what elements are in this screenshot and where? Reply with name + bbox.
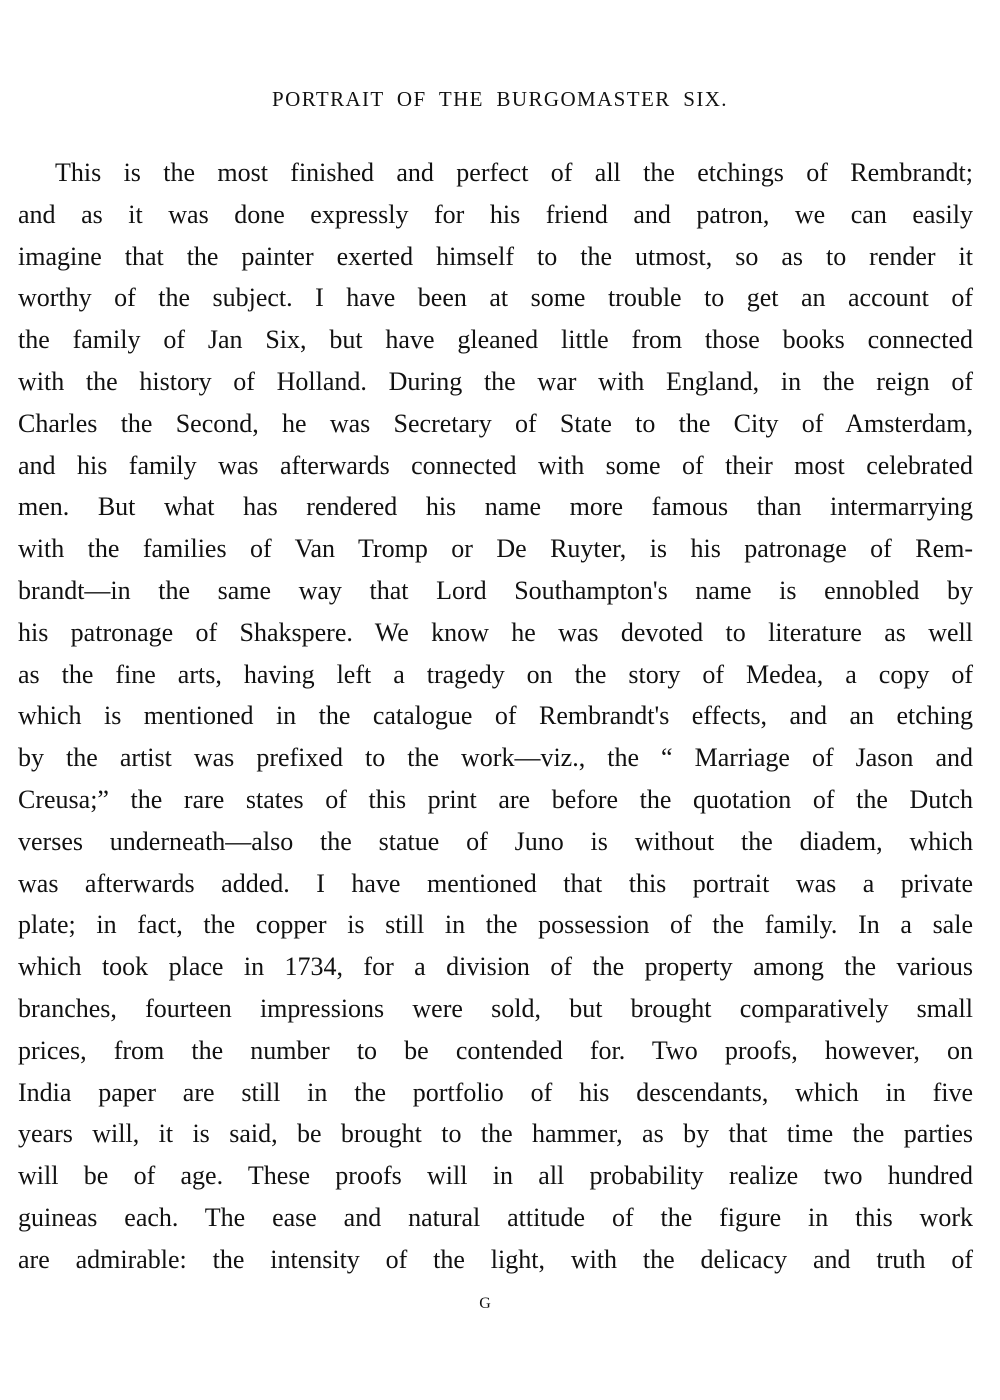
text-line: This is the most finished and perfect of all the etchings of Rembrandt; [55, 158, 973, 187]
text-line: which took place in 1734, for a division of the property among the various [18, 952, 973, 982]
page-heading: PORTRAIT OF THE BURGOMASTER SIX. [272, 87, 728, 111]
body-paragraph [18, 152, 973, 1281]
text-line: men. But what has rendered his name more famous than intermarrying [18, 492, 973, 522]
text-line: imagine that the painter exerted himself to the utmost, so as to render it [18, 241, 973, 271]
text-line: as the fine arts, having left a tragedy on the story of Medea, a copy of [18, 659, 973, 689]
text-line: plate; in fact, the copper is still in the possession of the family. In a sale [18, 910, 973, 940]
text-line: by the artist was prefixed to the work—viz., the “ Marriage of Jason and [18, 743, 973, 773]
text-line: and his family was afterwards connected with some of their most celebrated [18, 450, 973, 480]
text-line: and as it was done expressly for his friend and patron, we can easily [18, 199, 973, 229]
text-line: worthy of the subject. I have been at some trouble to get an account of [18, 283, 973, 313]
text-line: with the families of Van Tromp or De Ruyter, is his patronage of Rem- [18, 534, 973, 564]
text-line: with the history of Holland. During the war with England, in the reign of [18, 366, 973, 396]
text-line: will be of age. These proofs will in all probability realize two hundred [18, 1161, 973, 1191]
text-line: brandt—in the same way that Lord Southampton's name is ennobled by [18, 575, 973, 605]
signature-mark: G [479, 1295, 491, 1312]
text-line: prices, from the number to be contended for. Two proofs, however, on [18, 1035, 973, 1065]
text-line: the family of Jan Six, but have gleaned little from those books connected [18, 325, 973, 355]
text-line: are admirable: the intensity of the light, with the delicacy and truth of [18, 1244, 973, 1274]
text-line: guineas each. The ease and natural attitude of the figure in this work [18, 1202, 973, 1232]
text-line: years will, it is said, be brought to the hammer, as by that time the parties [18, 1119, 973, 1149]
text-line: Charles the Second, he was Secretary of State to the City of Amsterdam, [18, 408, 973, 438]
text-line: his patronage of Shakspere. We know he was devoted to literature as well [18, 617, 973, 647]
text-line: branches, fourteen impressions were sold, but brought comparatively small [18, 993, 973, 1023]
text-line: was afterwards added. I have mentioned that this portrait was a private [18, 868, 973, 898]
text-line: verses underneath—also the statue of Juno is without the diadem, which [18, 826, 973, 856]
text-line: Creusa;” the rare states of this print are before the quotation of the Dutch [18, 784, 973, 814]
text-line: India paper are still in the portfolio of his descendants, which in five [18, 1077, 973, 1107]
text-line: which is mentioned in the catalogue of Rembrandt's effects, and an etching [18, 701, 973, 731]
